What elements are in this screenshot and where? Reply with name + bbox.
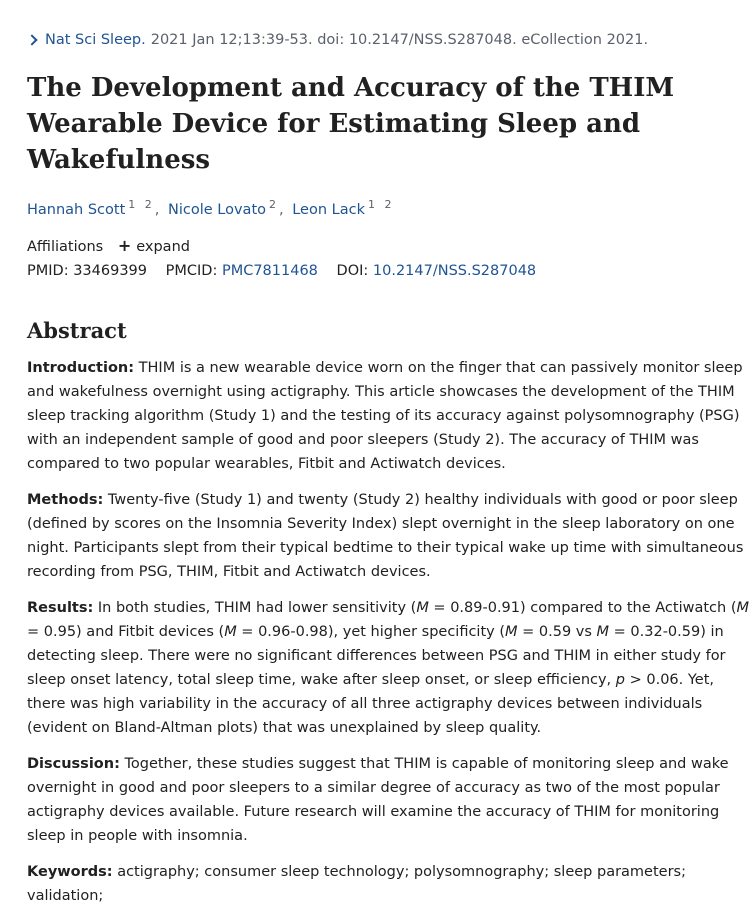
- abstract-methods: [27, 488, 749, 584]
- discussion-text: Together, these studies suggest that THIM is capable of monitoring sleep and wake overnight in good and poor sleepers to a similar degree of accuracy as two of the most popular actigraphy devices available. Future research will examine the accuracy of THIM for monitoring sleep in people with insomnia.: [27, 756, 729, 844]
- plus-icon: +: [117, 236, 132, 255]
- abstract-heading: Abstract: [27, 318, 127, 343]
- identifiers-row: [27, 263, 536, 279]
- results-label: Results:: [27, 600, 94, 616]
- abstract-results: [27, 596, 749, 740]
- author-affiliation-refs[interactable]: 1 2: [128, 198, 155, 211]
- chevron-right-icon: [26, 34, 37, 45]
- author-affiliation-refs[interactable]: 1 2: [367, 198, 395, 211]
- introduction-label: Introduction:: [27, 360, 135, 376]
- pmcid-link[interactable]: PMC7811468: [221, 263, 318, 279]
- abstract-body: [27, 356, 749, 920]
- methods-text: Twenty-five (Study 1) and twenty (Study 2) healthy individuals with good or poor sleep (defined by scores on the Insomnia Severity Index) slept overnight in the sleep laboratory on one night. Participants slept from their typical bedtime to their typical wake up time with simultaneous recording from PSG, THIM, Fitbit and Actiwatch devices.: [27, 492, 744, 580]
- citation-details: 2021 Jan 12;13:39-53. doi: 10.2147/NSS.S287048. eCollection 2021.: [150, 32, 649, 48]
- citation-line: [27, 32, 648, 48]
- keywords-label: Keywords:: [27, 864, 113, 880]
- discussion-label: Discussion:: [27, 756, 120, 772]
- author-link[interactable]: Nicole Lovato: [168, 202, 266, 218]
- doi-label: DOI:: [336, 263, 369, 279]
- introduction-text: THIM is a new wearable device worn on the finger that can passively monitor sleep and wakefulness overnight using actigraphy. This article showcases the development of the THIM sleep tracking algorithm (Study 1) and the testing of its accuracy against polysomnography (PSG) with an independent sample of good and poor sleepers (Study 2). The accuracy of THIM was compared to two popular wearables, Fitbit and Actiwatch devices.: [27, 360, 743, 472]
- pmid-value: 33469399: [73, 263, 148, 279]
- expand-label: expand: [136, 239, 190, 255]
- methods-label: Methods:: [27, 492, 104, 508]
- affiliations-label: Affiliations: [27, 239, 104, 255]
- author-link[interactable]: Hannah Scott: [27, 202, 126, 218]
- pmcid-label: PMCID:: [165, 263, 218, 279]
- results-text: In both studies, THIM had lower sensitivity (M = 0.89-0.91) compared to the Actiwatch (M = 0.95) and Fitbit devices (M = 0.96-0.98), yet higher specificity (M = 0.59 vs M = 0.32-0.59) in detecting sleep. There were no significant differences between PSG and THIM in either study for sleep onset latency, total sleep time, wake after sleep onset, or sleep efficiency, p > 0.06. Yet, there was high variability in the accuracy of all three actigraphy devices between individuals (evident on Bland-Altman plots) that was unexplained by sleep quality.: [27, 600, 749, 736]
- author-affiliation-refs[interactable]: 2: [269, 198, 279, 211]
- abstract-keywords: [27, 860, 749, 908]
- abstract-introduction: [27, 356, 749, 476]
- doi-link[interactable]: 10.2147/NSS.S287048: [372, 263, 537, 279]
- article-title: The Development and Accuracy of the THIM Wearable Device for Estimating Sleep and Wakefulness: [27, 73, 675, 175]
- keywords-text: actigraphy; consumer sleep technology; polysomnography; sleep parameters; validation;: [27, 864, 686, 904]
- journal-link[interactable]: Nat Sci Sleep.: [45, 32, 146, 48]
- pmid-label: PMID:: [27, 263, 69, 279]
- abstract-discussion: [27, 752, 749, 848]
- expand-affiliations-button[interactable]: [117, 236, 190, 255]
- affiliations-row: [27, 236, 190, 255]
- author-list: Hannah Scott $^{1 2}$, Nicole Lovato $^2$, Leon Lack $^{1 2}$: [27, 198, 395, 218]
- author-link[interactable]: Leon Lack: [292, 202, 365, 218]
